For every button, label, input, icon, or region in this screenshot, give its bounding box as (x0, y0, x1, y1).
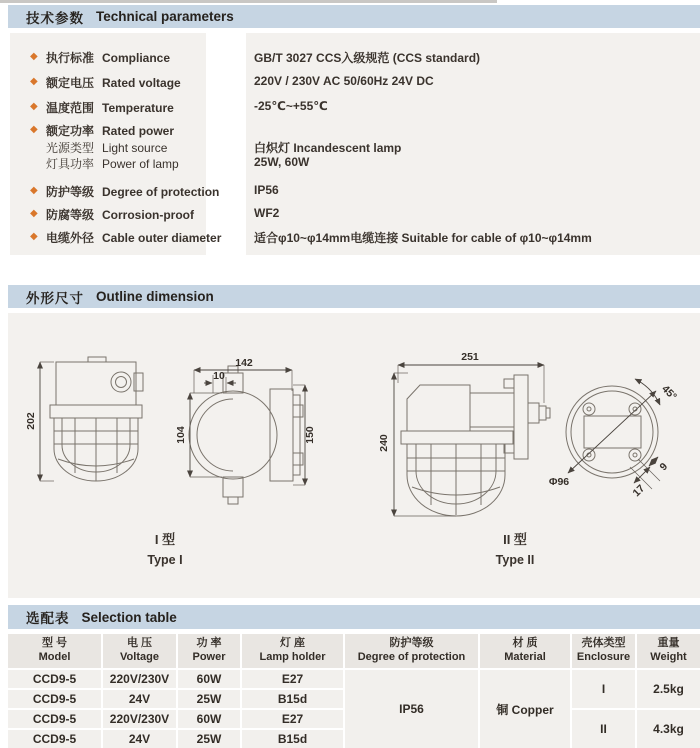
col-header-cn: 电 压 (126, 637, 153, 650)
col-header-en: Model (38, 651, 71, 663)
diamond-bullet-icon: ◆ (30, 51, 38, 62)
param-value: IP56 (254, 183, 279, 197)
param-row-rated-power (8, 122, 700, 138)
col-header-power (178, 634, 240, 668)
param-label-cn: 电缆外径 (46, 231, 95, 245)
param-label-en: Power of lamp (102, 157, 179, 171)
param-label-en: Rated voltage (102, 76, 181, 90)
col-header-en: Weight (650, 651, 687, 663)
cell-protection-merged: IP56 (345, 670, 478, 748)
section-title-cn: 外形尺寸 (26, 290, 84, 306)
cell-lamp-holder: E27 (242, 670, 343, 688)
type1-front-dimensions (25, 362, 54, 481)
col-header-cn: 材 质 (512, 637, 538, 650)
dim-104: 104 (175, 426, 187, 444)
outline-dimension-panel (8, 313, 700, 598)
diamond-bullet-icon: ◆ (30, 76, 38, 87)
col-header-material (480, 634, 570, 668)
cell-power: 25W (178, 690, 240, 708)
type1-label-en: Type I (147, 553, 183, 567)
type2-side-dimensions (378, 351, 544, 516)
type1-front-view-drawing (50, 357, 143, 481)
col-header-en: Enclosure (576, 651, 631, 663)
dim-142: 142 (235, 357, 253, 369)
cell-voltage: 220V/230V (103, 670, 176, 688)
dimension-drawings (8, 313, 700, 598)
type1-side-view-drawing (189, 366, 303, 504)
param-value: -25℃~+55℃ (254, 99, 328, 113)
diamond-bullet-icon: ◆ (30, 124, 38, 135)
dim-240: 240 (378, 434, 390, 452)
type1-label-cn: I 型 (154, 532, 176, 547)
type2-side-view-drawing (401, 375, 550, 516)
dim-9: 9 (657, 460, 671, 474)
diamond-bullet-icon: ◆ (30, 208, 38, 219)
dim-10: 10 (213, 370, 225, 382)
cell-lamp-holder: B15d (242, 730, 343, 748)
section-header-selection-table (8, 605, 700, 629)
param-row-temperature (8, 99, 700, 115)
type1-side-dimensions (175, 357, 316, 485)
type1-label (115, 529, 215, 567)
dim-45deg: 45° (659, 383, 679, 403)
param-label-cn: 温度范围 (46, 101, 95, 115)
param-row-light-source (8, 139, 700, 155)
cell-enclosure-type2: II (572, 710, 635, 748)
cell-power: 25W (178, 730, 240, 748)
diamond-bullet-icon: ◆ (30, 101, 38, 112)
param-row-power-of-lamp (8, 155, 700, 171)
dim-251: 251 (461, 351, 479, 363)
col-header-degree-of-protection (345, 634, 478, 668)
cell-voltage: 24V (103, 730, 176, 748)
dim-150: 150 (304, 426, 316, 444)
cell-weight-type2: 4.3kg (637, 710, 700, 748)
selection-table (8, 634, 700, 748)
dim-17: 17 (630, 482, 648, 500)
param-label-en: Degree of protection (102, 185, 220, 199)
cell-model: CCD9-5 (8, 730, 101, 748)
col-header-en: Lamp holder (259, 651, 326, 663)
col-header-model (8, 634, 101, 668)
cell-power: 60W (178, 710, 240, 728)
param-label-en: Temperature (102, 101, 174, 115)
top-rule (0, 0, 497, 3)
section-title-en: Selection table (81, 609, 177, 625)
cell-material-merged: 铜 Copper (480, 670, 570, 748)
section-header-outline-dimension (8, 285, 700, 308)
param-label-cn: 防护等级 (46, 185, 95, 199)
section-header-technical-parameters (8, 5, 700, 28)
technical-parameters-panel (8, 33, 700, 255)
col-header-weight (637, 634, 700, 668)
col-header-lamp-holder (242, 634, 343, 668)
param-label-cn: 防腐等级 (46, 208, 95, 222)
col-header-en: Material (504, 651, 546, 663)
col-header-cn: 型 号 (41, 637, 68, 650)
section-title-cn: 选配表 (26, 611, 70, 626)
param-label-cn: 额定电压 (46, 76, 95, 90)
param-label-en: Compliance (102, 51, 171, 65)
param-value: GB/T 3027 CCS入级规范 (CCS standard) (254, 51, 481, 65)
param-label-cn: 额定功率 (46, 124, 95, 138)
param-value: 适合φ10~φ14mm电缆连接 Suitable for cable of φ10~φ14mm (254, 231, 592, 245)
dim-202: 202 (25, 412, 37, 430)
diamond-bullet-icon: ◆ (30, 185, 38, 196)
param-label-cn: 执行标准 (46, 51, 95, 65)
param-row-degree-of-protection (8, 183, 700, 199)
col-header-cn: 灯 座 (279, 637, 306, 650)
cell-lamp-holder: B15d (242, 690, 343, 708)
cell-voltage: 220V/230V (103, 710, 176, 728)
param-label-en: Rated power (102, 124, 175, 138)
cell-weight-type1: 2.5kg (637, 670, 700, 708)
cell-lamp-holder: E27 (242, 710, 343, 728)
col-header-enclosure (572, 634, 635, 668)
dim-phi96: Φ96 (548, 476, 570, 488)
param-value: WF2 (254, 206, 280, 220)
param-row-corrosion-proof (8, 206, 700, 222)
col-header-cn: 防护等级 (389, 637, 434, 650)
param-label-en: Cable outer diameter (102, 231, 222, 245)
param-value: 白炽灯 Incandescent lamp (254, 141, 402, 155)
type2-label-en: Type II (495, 553, 535, 567)
param-label-en: Light source (102, 141, 168, 155)
section-title-en: Technical parameters (96, 9, 234, 24)
col-header-en: Degree of protection (357, 651, 466, 663)
param-label-en: Corrosion-proof (102, 208, 195, 222)
col-header-cn: 壳体类型 (581, 637, 626, 650)
param-row-compliance (8, 49, 700, 65)
cell-model: CCD9-5 (8, 670, 101, 688)
type2-label (465, 529, 565, 567)
diamond-bullet-icon: ◆ (30, 231, 38, 242)
cell-enclosure-type1: I (572, 670, 635, 708)
section-title-cn: 技术参数 (26, 10, 84, 26)
col-header-cn: 重量 (657, 637, 680, 650)
type2-label-cn: II 型 (503, 532, 527, 547)
type2-plate-dimensions (549, 379, 679, 499)
cell-model: CCD9-5 (8, 690, 101, 708)
col-header-en: Power (192, 651, 226, 663)
col-header-en: Voltage (120, 651, 159, 663)
param-row-cable-outer-diameter (8, 229, 700, 245)
section-title-en: Outline dimension (96, 289, 214, 304)
col-header-cn: 功 率 (196, 637, 222, 650)
param-label-cn: 光源类型 (46, 141, 95, 155)
param-row-rated-voltage (8, 74, 700, 90)
col-header-voltage (103, 634, 176, 668)
param-label-cn: 灯具功率 (46, 157, 95, 171)
cell-model: CCD9-5 (8, 710, 101, 728)
cell-power: 60W (178, 670, 240, 688)
param-value: 25W, 60W (254, 155, 310, 169)
param-value: 220V / 230V AC 50/60Hz 24V DC (254, 74, 434, 88)
cell-voltage: 24V (103, 690, 176, 708)
